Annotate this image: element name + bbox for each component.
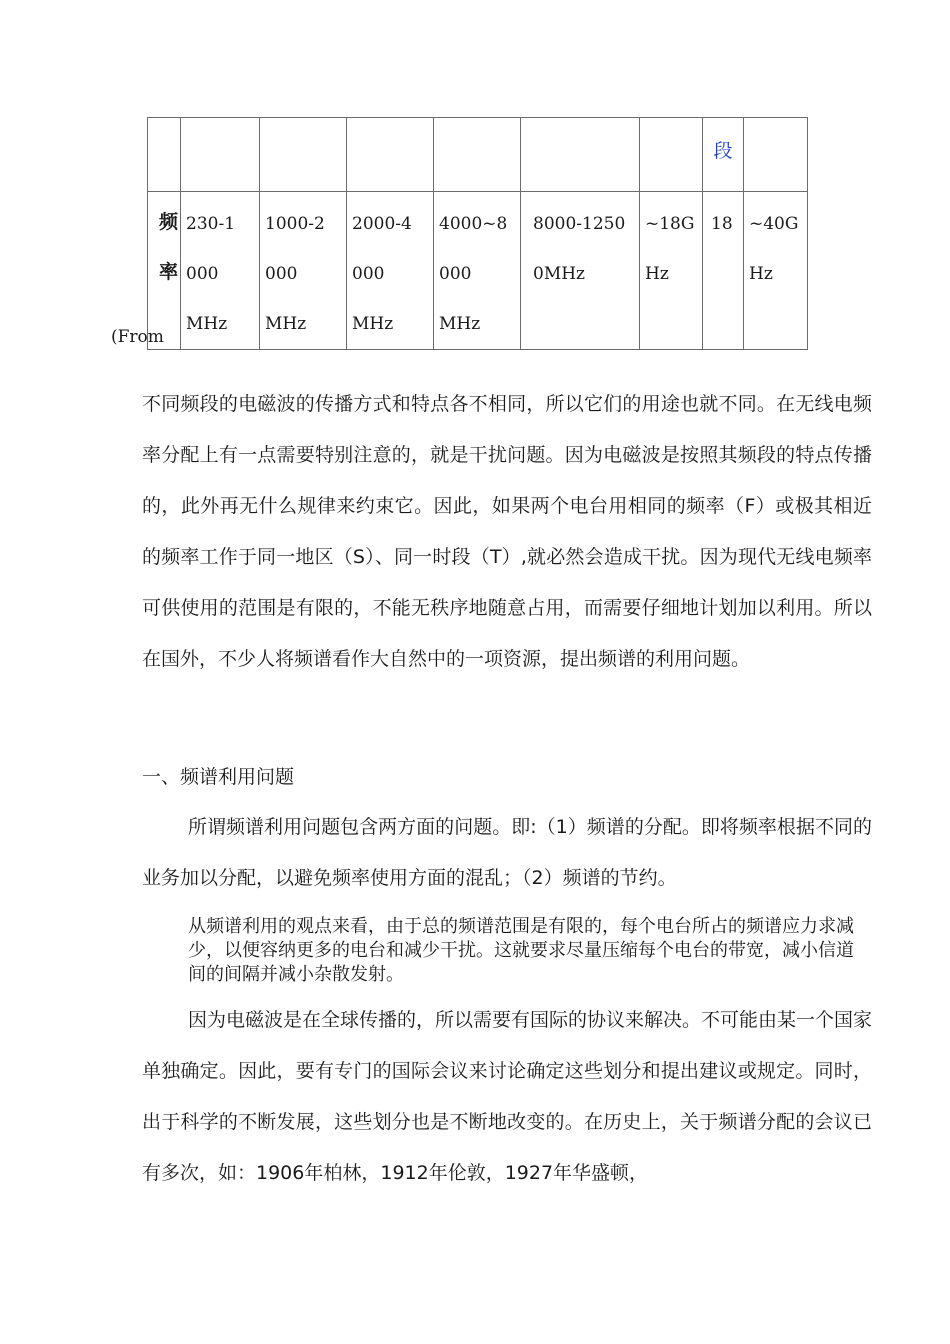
table-cell xyxy=(260,192,347,350)
table-cell xyxy=(703,192,744,350)
table-header-row xyxy=(148,118,808,192)
row-label: 频率 xyxy=(158,211,178,283)
table-cell xyxy=(521,118,640,192)
table-cell xyxy=(347,192,434,350)
frequency-value: 1000-2 000 MHz xyxy=(265,214,325,334)
row-label-cell xyxy=(148,192,181,350)
from-note: (From xyxy=(111,327,164,347)
paragraph: 因为电磁波是在全球传播的，所以需要有国际的协议来解决。不可能由某一个国家单独确定。因此，要有专门的国际会议来讨论确定这些划分和提出建议或规定。同时，出于科学的不断发展，这些划分也是不断地改变的。在历史上，关于频谱分配的会议已有多次，如：1906年柏林，1912年伦敦，1927年华盛顿， xyxy=(142,1009,873,1184)
paragraph: 所谓频谱利用问题包含两方面的问题。即:（1）频谱的分配。即将频率根据不同的业务加以分配，以避免频率使用方面的混乱；（2）频谱的节约。 xyxy=(142,816,872,889)
table-cell xyxy=(640,192,703,350)
table-cell xyxy=(640,118,703,192)
frequency-value: 230-1 000 MHz xyxy=(186,214,236,334)
table-cell xyxy=(260,118,347,192)
paragraph: 不同频段的电磁波的传播方式和特点各不相同，所以它们的用途也就不同。在无线电频率分配上有一点需要特别注意的，就是干扰问题。因为电磁波是按照其频段的特点传播的，此外再无什么规律来约束它。因此，如果两个电台用相同的频率（F）或极其相近的频率工作于同一地区（S）、同一时段（T）,就必然会造成干扰。因为现代无线电频率可供使用的范围是有限的，不能无秩序地随意占用，而需要仔细地计划加以利用。所以在国外，不少人将频谱看作大自然中的一项资源，提出频谱的利用问题。 xyxy=(142,393,872,670)
frequency-value: 8000-1250 0MHz xyxy=(533,214,626,284)
table-row xyxy=(148,192,808,350)
band-header-cell: 段 xyxy=(703,118,744,192)
table-cell xyxy=(181,118,260,192)
frequency-value: ~18G Hz xyxy=(645,214,695,284)
section-heading: 一、频谱利用问题 xyxy=(142,766,295,788)
table-cell xyxy=(434,192,521,350)
frequency-value: 4000~8 000 MHz xyxy=(439,214,508,334)
frequency-value: ~40G Hz xyxy=(749,214,799,284)
table-cell xyxy=(148,118,181,192)
frequency-value: 18 xyxy=(711,214,733,234)
table-cell xyxy=(744,192,808,350)
frequency-value: 2000-4 000 MHz xyxy=(352,214,412,334)
quote-paragraph: 从频谱利用的观点来看，由于总的频谱范围是有限的，每个电台所占的频谱应力求减少，以便容纳更多的电台和减少干扰。这就要求尽量压缩每个电台的带宽，减小信道间的间隔并减小杂散发射。 xyxy=(188,916,854,985)
table-cell xyxy=(434,118,521,192)
table-cell xyxy=(181,192,260,350)
table-cell xyxy=(347,118,434,192)
table-cell xyxy=(744,118,808,192)
frequency-band-table xyxy=(147,117,808,350)
table-cell xyxy=(521,192,640,350)
